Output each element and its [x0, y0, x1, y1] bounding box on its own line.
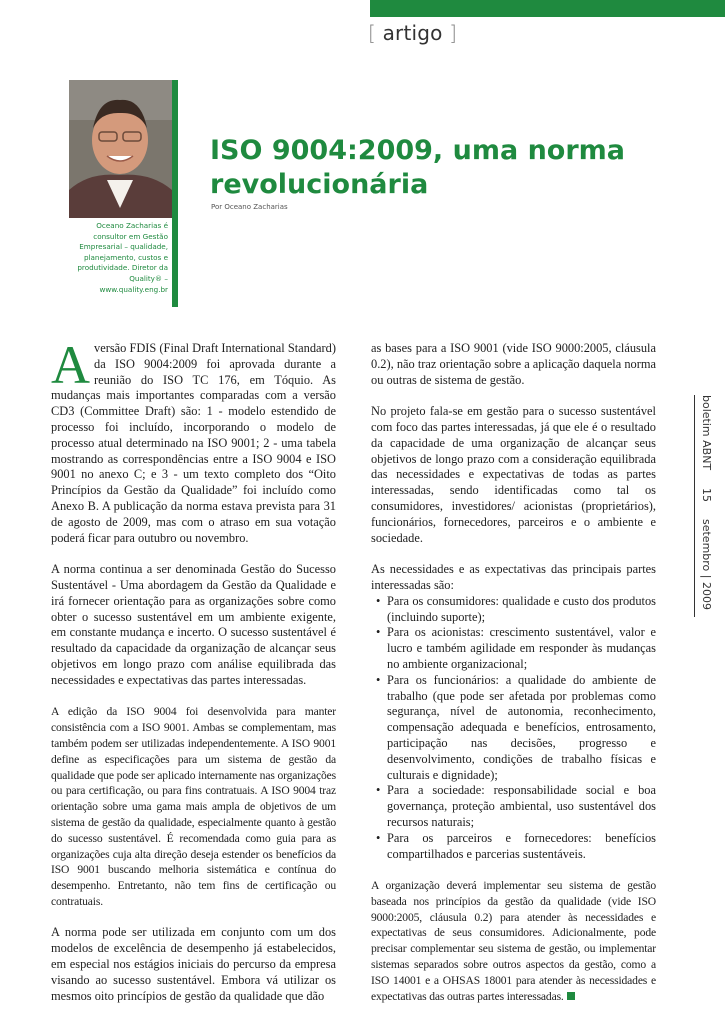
list-item	[376, 672, 656, 784]
drop-cap: A	[51, 335, 90, 395]
author-accent-bar	[172, 80, 178, 307]
bullet-icon: •	[376, 593, 381, 608]
paragraph-text: versão FDIS (Final Draft International Standard) da ISO 9004:2009 foi aprovada durante a reunião do ISO TC 176, em Tóquio. As mudanças mais importantes comparadas com a versão CD3 (Committee Draft) são: 1 - modelo estendido de processo foi incluído, incorporando o modelo de processo atual determinado na ISO 9001; 2 - uma tabela mostrando as correspondências entre a ISO 9004 e ISO 9001 no anexo C; e 3 - um texto completo dos “Oito Princípios da Gestão da Qualidade” foi incluído como Anexo B. A publicação da norma estava prevista para 31 de agosto de 2009, mas com o atraso em sua votação poderá ficar para outubro ou novembro.	[51, 341, 336, 545]
author-caption: Oceano Zacharias é consultor em Gestão Empresarial – qualidade, planejamento, custos e produtividade. Diretor da Quality® – www.quality.eng.br	[77, 221, 168, 294]
list-item	[376, 830, 656, 863]
bullet-icon: •	[376, 625, 381, 640]
sidebar-publication-info	[700, 395, 713, 624]
paragraph: No projeto fala-se em gestão para o sucesso sustentável com foco das partes interessadas, já que ele é o resultado da capacidade de uma organização de alcançar seus objetivos de longo prazo com a consideração equilibrada das necessidades e expectativas de todas as partes interessadas, sendo identificadas como tal os consumidores, investidores/ acionistas (proprietários), funcionários, fornecedores, parceiros e o ambiente e sociedade.	[371, 404, 656, 545]
list-item-text: Para a sociedade: responsabilidade social e boa governança, proteção ambiental, uso sustentável dos recursos naturais;	[387, 783, 656, 829]
paragraph: as bases para a ISO 9001 (vide ISO 9000:2005, cláusula 0.2), não traz orientação sobre a aplicação daquela norma ou outras de sistema de gestão.	[371, 341, 656, 387]
issue-date: setembro | 2009	[700, 519, 713, 611]
list-item-text: Para os funcionários: a qualidade do ambiente de trabalho (que pode ser afetada por problemas como segurança, nível de autonomia, reconhecimento, compensação adequada e benefícios, entrosamento, participação nas decisões, progresso e desenvolvimento, condições de trabalho físicas e culturais e dignidade);	[387, 672, 656, 782]
end-mark-icon	[567, 992, 575, 1000]
article-title: ISO 9004:2009, uma norma revolucionária	[210, 135, 626, 200]
paragraph: A edição da ISO 9004 foi desenvolvida para manter consistência com a ISO 9001. Ambas se complementam, mas também podem ser utilizadas independentemente. A ISO 9001 define as especificações para um sistema de gestão da qualidade que pode ser aplicado internamente nas organizações ou para certificação, ou para fins contratuais. A ISO 9004 traz orientação sobre uma gama mais ampla de objetivos de um sistema de gestão da qualidade, especialmente quanto à gestão do sucesso sustentável. É recomendada como guia para as organizações cuja alta direção deseja estender os benefícios da ISO 9001 buscando melhoria sistemática e contínua do desempenho. Entretanto, não tem fins de certificação ou contratuais.	[51, 705, 336, 908]
paragraph	[371, 878, 656, 1004]
paragraph: As necessidades e as expectativas das principais partes interessadas são:	[371, 562, 656, 592]
bullet-icon: •	[376, 783, 381, 798]
section-label	[368, 21, 457, 45]
article-column-1	[51, 335, 336, 1020]
header-accent-bar	[370, 0, 725, 17]
paragraph-text: A organização deverá implementar seu sistema de gestão baseada nos princípios da gestão da qualidade (vide ISO 9000:2005, cláusula 0.2) para atender às necessidades e expectativas de seus consumidores. Adicionalmente, pode precisar complementar seu sistema de gestão, ou implementar sistemas separados sobre outros aspectos da gestão, como a ISO 14001 e a OHSAS 18001 para atender às necessidades e expectativas das outras partes interessadas.	[371, 879, 656, 1003]
bullet-icon: •	[376, 672, 381, 687]
publication-name: boletim ABNT	[700, 395, 713, 471]
paragraph: A norma pode ser utilizada em conjunto com um dos modelos de excelência de desempenho já estabelecidos, em especial nos estágios iniciais do percurso da empresa visando ao sucesso sustentável. Embora vá utilizar os mesmos oito princípios de gestão da qualidade que dão	[51, 925, 336, 1003]
article-byline: Por Oceano Zacharias	[211, 203, 288, 211]
bracket-open: [	[368, 21, 377, 45]
section-label-text: artigo	[382, 21, 443, 45]
list-item-text: Para os consumidores: qualidade e custo dos produtos (incluindo suporte);	[387, 593, 656, 624]
paragraph: A norma continua a ser denominada Gestão do Sucesso Sustentável - Uma abordagem da Gestão da Qualidade e irá fornecer orientação para as organizações sobre como obter o sucesso sustentável em um ambiente exigente, em constante mudança e incerto. O sucesso sustentável é resultado da capacidade da organização de alcançar seus objetivos em longo prazo com análise equilibrada das necessidades e expectativas das partes interessadas.	[51, 562, 336, 687]
bracket-close: ]	[449, 21, 458, 45]
list-item	[376, 625, 656, 672]
bullet-icon: •	[376, 830, 381, 845]
list-item-text: Para os parceiros e fornecedores: benefícios compartilhados e parcerias sustentáveis.	[387, 830, 656, 861]
list-item	[376, 593, 656, 626]
list-item-text: Para os acionistas: crescimento sustentável, valor e lucro e também agilidade em responder às mudanças no ambiente organizacional;	[387, 625, 656, 671]
paragraph	[51, 335, 336, 546]
sidebar-rule	[694, 395, 695, 617]
article-column-2	[371, 341, 656, 1020]
author-portrait-image	[69, 80, 172, 218]
author-photo	[69, 80, 172, 218]
stakeholder-list	[371, 594, 656, 863]
list-item	[376, 783, 656, 830]
page-number: 15	[700, 487, 713, 502]
